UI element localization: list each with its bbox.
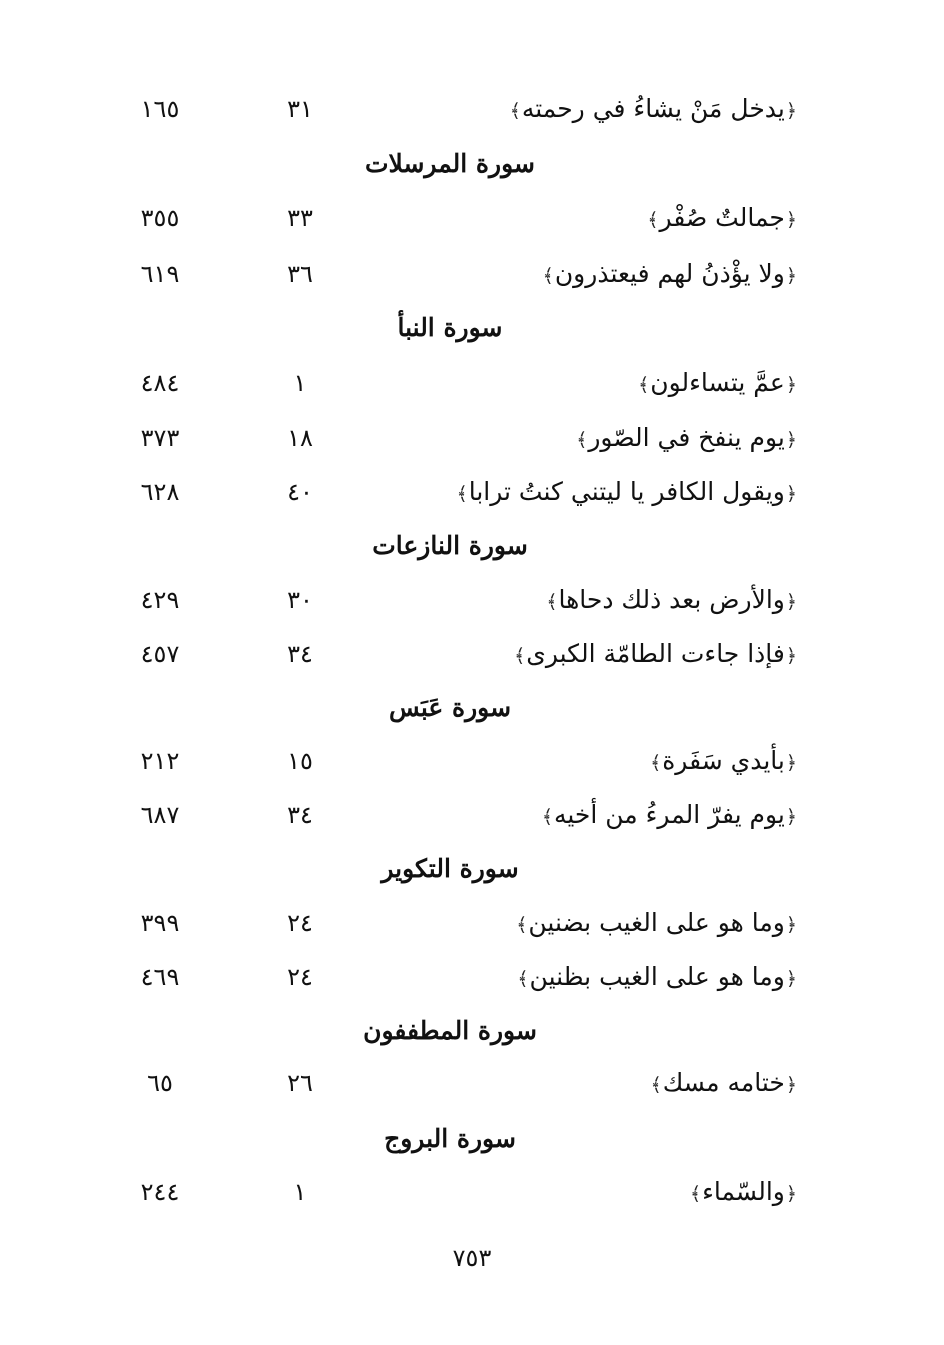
quran-open-bracket-icon: ﴿ (785, 1074, 797, 1096)
verse-entry-row (0, 198, 944, 238)
page-reference: ٦١٩ (140, 260, 180, 288)
verse-text: ويقول الكافر يا ليتني كنتُ ترابا (468, 477, 785, 506)
page-reference: ٤٦٩ (140, 963, 180, 991)
verse-quote (516, 957, 798, 999)
aya-number: ٣١ (287, 95, 313, 123)
verse-quote (637, 363, 798, 405)
verse-quote (545, 580, 798, 622)
verse-entry-row (0, 634, 944, 674)
aya-number: ٣٦ (287, 260, 313, 288)
verse-text: جمالتٌ صُفْر (659, 203, 785, 232)
quran-close-bracket-icon: ﴾ (638, 374, 650, 396)
verse-quote (689, 1172, 798, 1214)
quran-close-bracket-icon: ﴾ (517, 968, 529, 990)
aya-number: ٤٠ (287, 478, 313, 506)
verse-quote (542, 254, 798, 296)
verse-text: يوم يفرّ المرءُ من أخيه (553, 800, 785, 829)
verse-quote (541, 795, 798, 837)
surah-heading: سورة النازعات (372, 531, 528, 560)
aya-number: ٢٤ (287, 909, 313, 937)
verse-entry-row (0, 580, 944, 620)
verse-text: والأرض بعد ذلك دحاها (558, 585, 785, 614)
verse-text: وما هو على الغيب بظنين (529, 962, 785, 991)
page-reference: ٢٤٤ (140, 1178, 180, 1206)
verse-quote (646, 198, 798, 240)
verse-quote (509, 89, 798, 131)
quran-open-bracket-icon: ﴿ (785, 806, 797, 828)
quran-close-bracket-icon: ﴾ (542, 265, 554, 287)
quran-open-bracket-icon: ﴿ (785, 914, 797, 936)
quran-close-bracket-icon: ﴾ (647, 209, 659, 231)
quran-open-bracket-icon: ﴿ (785, 1183, 797, 1205)
quran-close-bracket-icon: ﴾ (650, 752, 662, 774)
verse-quote (575, 418, 798, 460)
page-reference: ٣٩٩ (140, 909, 180, 937)
aya-number: ١٥ (287, 747, 313, 775)
page-reference: ٢١٢ (140, 747, 180, 775)
quran-close-bracket-icon: ﴾ (509, 100, 521, 122)
quran-close-bracket-icon: ﴾ (516, 914, 528, 936)
quran-close-bracket-icon: ﴾ (689, 1183, 702, 1205)
verse-entry-row (0, 254, 944, 294)
verse-text: عمَّ يتساءلون (650, 368, 785, 397)
surah-heading: سورة عَبَس (388, 693, 512, 722)
verse-entry-row (0, 363, 944, 403)
quran-open-bracket-icon: ﴿ (785, 483, 797, 505)
page-reference: ٦٥ (147, 1069, 173, 1097)
verse-text: والسّماء (702, 1177, 785, 1206)
surah-heading: سورة المرسلات (365, 149, 535, 178)
verse-text: بأيدي سَفَرة (662, 746, 785, 775)
verse-quote (513, 634, 798, 676)
surah-heading: سورة المطففون (363, 1016, 537, 1045)
verse-text: يدخل مَنْ يشاءُ في رحمته (521, 94, 785, 123)
quran-open-bracket-icon: ﴿ (785, 752, 797, 774)
verse-entry-row (0, 903, 944, 943)
quran-open-bracket-icon: ﴿ (785, 591, 797, 613)
quran-open-bracket-icon: ﴿ (785, 209, 797, 231)
verse-entry-row (0, 1172, 944, 1212)
page-reference: ٣٧٣ (140, 424, 180, 452)
surah-heading: سورة البروج (384, 1124, 516, 1153)
page-reference: ٦٨٧ (140, 801, 180, 829)
aya-number: ٣٤ (287, 801, 313, 829)
verse-entry-row (0, 89, 944, 129)
verse-quote (456, 472, 798, 514)
quran-open-bracket-icon: ﴿ (785, 374, 797, 396)
verse-entry-row (0, 1063, 944, 1103)
quran-open-bracket-icon: ﴿ (785, 645, 797, 667)
aya-number: ٢٤ (287, 963, 313, 991)
verse-text: فإذا جاءت الطامّة الكبرى (526, 639, 785, 668)
verse-quote (650, 1063, 798, 1105)
verse-quote (515, 903, 798, 945)
page-reference: ٤٨٤ (140, 369, 180, 397)
verse-entry-row (0, 472, 944, 512)
verse-text: ولا يؤْذنُ لهم فيعتذرون (554, 259, 785, 288)
page-reference: ٤٥٧ (140, 640, 180, 668)
verse-text: ختامه مسك (662, 1068, 785, 1097)
aya-number: ١ (293, 369, 307, 397)
surah-heading: سورة التكوير (381, 854, 519, 883)
quran-close-bracket-icon: ﴾ (576, 429, 588, 451)
quran-close-bracket-icon: ﴾ (541, 806, 553, 828)
verse-quote (649, 741, 798, 783)
verse-entry-row (0, 957, 944, 997)
quran-open-bracket-icon: ﴿ (785, 100, 797, 122)
quran-close-bracket-icon: ﴾ (514, 645, 526, 667)
aya-number: ١٨ (287, 424, 313, 452)
page-reference: ٣٥٥ (140, 204, 180, 232)
quran-open-bracket-icon: ﴿ (785, 429, 797, 451)
quran-close-bracket-icon: ﴾ (546, 591, 558, 613)
verse-entry-row (0, 418, 944, 458)
verse-text: وما هو على الغيب بضنين (528, 908, 785, 937)
quran-close-bracket-icon: ﴾ (456, 483, 468, 505)
aya-number: ٢٦ (287, 1069, 313, 1097)
page-reference: ١٦٥ (140, 95, 180, 123)
quran-close-bracket-icon: ﴾ (650, 1074, 662, 1096)
verse-entry-row (0, 795, 944, 835)
verse-text: يوم ينفخ في الصّور (588, 423, 785, 452)
aya-number: ٣٠ (287, 586, 313, 614)
aya-number: ١ (293, 1178, 307, 1206)
quran-open-bracket-icon: ﴿ (785, 968, 797, 990)
verse-entry-row (0, 741, 944, 781)
page-number: ٧٥٣ (452, 1244, 492, 1272)
quran-open-bracket-icon: ﴿ (785, 265, 797, 287)
page-reference: ٤٢٩ (140, 586, 180, 614)
aya-number: ٣٤ (287, 640, 313, 668)
page-reference: ٦٢٨ (140, 478, 180, 506)
aya-number: ٣٣ (287, 204, 313, 232)
surah-heading: سورة النبأ (397, 313, 503, 342)
